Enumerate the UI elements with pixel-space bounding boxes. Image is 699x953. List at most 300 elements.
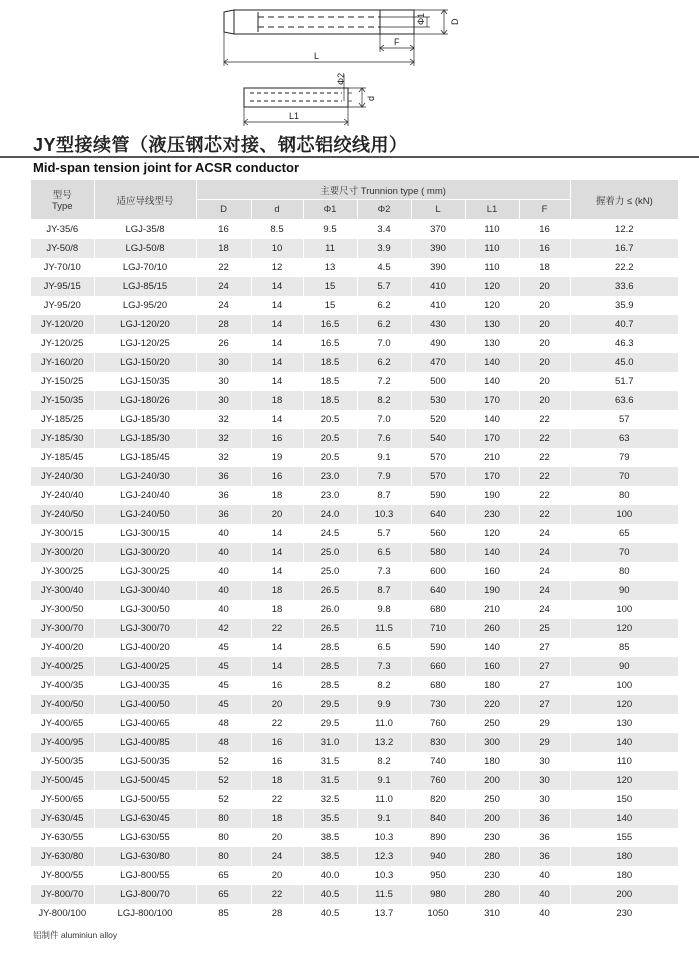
cell-type: JY-400/35 xyxy=(31,676,94,695)
cell-d: 8.5 xyxy=(251,220,303,240)
cell-phi2: 11.5 xyxy=(357,885,411,904)
table-row xyxy=(31,543,678,562)
cell-L: 530 xyxy=(411,391,465,410)
header-conductor: 适应导线型号 xyxy=(94,180,196,220)
cell-type: JY-400/20 xyxy=(31,638,94,657)
cell-type: JY-800/100 xyxy=(31,904,94,923)
cell-phi1: 25.0 xyxy=(303,543,357,562)
cell-L1: 130 xyxy=(465,334,519,353)
cell-d: 16 xyxy=(251,467,303,486)
cell-type: JY-800/70 xyxy=(31,885,94,904)
cell-type: JY-300/40 xyxy=(31,581,94,600)
cell-type: JY-185/45 xyxy=(31,448,94,467)
cell-conductor: LGJ-800/55 xyxy=(94,866,196,885)
cell-conductor: LGJ-240/30 xyxy=(94,467,196,486)
cell-phi1: 16.5 xyxy=(303,315,357,334)
cell-phi1: 20.5 xyxy=(303,410,357,429)
page-title: JY型接续管（液压钢芯对接、钢芯铝绞线用） xyxy=(33,135,408,155)
cell-phi1: 38.5 xyxy=(303,847,357,866)
cell-D: 40 xyxy=(196,543,251,562)
table-row xyxy=(31,657,678,676)
table-row xyxy=(31,277,678,296)
cell-d: 20 xyxy=(251,695,303,714)
cell-L: 660 xyxy=(411,657,465,676)
table-row xyxy=(31,638,678,657)
cell-phi1: 23.0 xyxy=(303,467,357,486)
cell-type: JY-240/50 xyxy=(31,505,94,524)
cell-type: JY-300/25 xyxy=(31,562,94,581)
cell-D: 52 xyxy=(196,790,251,809)
cell-L1: 220 xyxy=(465,695,519,714)
cell-phi1: 29.5 xyxy=(303,695,357,714)
cell-D: 80 xyxy=(196,847,251,866)
cell-L: 820 xyxy=(411,790,465,809)
header-type-en: Type xyxy=(51,201,73,212)
cell-phi1: 40.0 xyxy=(303,866,357,885)
table-row xyxy=(31,220,678,240)
cell-L: 590 xyxy=(411,486,465,505)
cell-D: 26 xyxy=(196,334,251,353)
cell-d: 19 xyxy=(251,448,303,467)
cell-conductor: LGJ-400/65 xyxy=(94,714,196,733)
cell-strength: 150 xyxy=(570,790,678,809)
cell-conductor: LGJ-95/20 xyxy=(94,296,196,315)
cell-L1: 160 xyxy=(465,562,519,581)
header-col-phi2: Φ2 xyxy=(357,200,411,220)
cell-d: 14 xyxy=(251,315,303,334)
cell-phi2: 13.2 xyxy=(357,733,411,752)
cell-D: 24 xyxy=(196,277,251,296)
cell-F: 36 xyxy=(519,847,570,866)
cell-type: JY-500/45 xyxy=(31,771,94,790)
cell-F: 29 xyxy=(519,733,570,752)
cell-D: 32 xyxy=(196,429,251,448)
label-phi1: Φ1 xyxy=(416,12,426,25)
cell-L1: 210 xyxy=(465,448,519,467)
header-type xyxy=(31,180,94,220)
cell-L: 740 xyxy=(411,752,465,771)
cell-type: JY-300/70 xyxy=(31,619,94,638)
cell-D: 40 xyxy=(196,581,251,600)
cell-phi1: 9.5 xyxy=(303,220,357,240)
table-row xyxy=(31,733,678,752)
cell-conductor: LGJ-240/40 xyxy=(94,486,196,505)
cell-D: 65 xyxy=(196,866,251,885)
cell-strength: 35.9 xyxy=(570,296,678,315)
header-col-d: d xyxy=(251,200,303,220)
cell-L: 390 xyxy=(411,258,465,277)
table-row xyxy=(31,239,678,258)
cell-F: 40 xyxy=(519,904,570,923)
cell-F: 24 xyxy=(519,524,570,543)
header-strength: 握着力 ≤ (kN) xyxy=(570,180,678,220)
cell-d: 16 xyxy=(251,676,303,695)
cell-L: 680 xyxy=(411,676,465,695)
cell-F: 29 xyxy=(519,714,570,733)
cell-strength: 40.7 xyxy=(570,315,678,334)
cell-D: 36 xyxy=(196,467,251,486)
cell-L: 760 xyxy=(411,771,465,790)
cell-phi2: 7.0 xyxy=(357,334,411,353)
cell-type: JY-300/15 xyxy=(31,524,94,543)
table-row xyxy=(31,676,678,695)
cell-strength: 155 xyxy=(570,828,678,847)
cell-F: 24 xyxy=(519,600,570,619)
cell-phi2: 11.0 xyxy=(357,714,411,733)
cell-F: 22 xyxy=(519,505,570,524)
cell-phi1: 26.5 xyxy=(303,581,357,600)
cell-L: 950 xyxy=(411,866,465,885)
cell-type: JY-500/35 xyxy=(31,752,94,771)
cell-F: 36 xyxy=(519,828,570,847)
cell-L: 410 xyxy=(411,296,465,315)
cell-type: JY-630/55 xyxy=(31,828,94,847)
cell-L1: 260 xyxy=(465,619,519,638)
cell-type: JY-400/50 xyxy=(31,695,94,714)
cell-d: 20 xyxy=(251,828,303,847)
cell-strength: 120 xyxy=(570,619,678,638)
cell-phi1: 24.0 xyxy=(303,505,357,524)
cell-L: 560 xyxy=(411,524,465,543)
cell-type: JY-35/6 xyxy=(31,220,94,240)
cell-F: 20 xyxy=(519,296,570,315)
cell-d: 14 xyxy=(251,543,303,562)
cell-d: 14 xyxy=(251,334,303,353)
table-row xyxy=(31,353,678,372)
cell-L1: 110 xyxy=(465,258,519,277)
cell-strength: 230 xyxy=(570,904,678,923)
cell-phi2: 3.4 xyxy=(357,220,411,240)
cell-L: 520 xyxy=(411,410,465,429)
cell-phi1: 31.5 xyxy=(303,752,357,771)
cell-type: JY-185/25 xyxy=(31,410,94,429)
cell-L: 890 xyxy=(411,828,465,847)
table-row xyxy=(31,562,678,581)
cell-conductor: LGJ-630/55 xyxy=(94,828,196,847)
cell-L: 830 xyxy=(411,733,465,752)
label-d: d xyxy=(366,95,376,101)
cell-d: 14 xyxy=(251,372,303,391)
cell-conductor: LGJ-120/25 xyxy=(94,334,196,353)
cell-type: JY-240/30 xyxy=(31,467,94,486)
cell-phi2: 10.3 xyxy=(357,866,411,885)
cell-L: 390 xyxy=(411,239,465,258)
cell-L1: 120 xyxy=(465,277,519,296)
cell-L1: 170 xyxy=(465,429,519,448)
cell-L1: 140 xyxy=(465,410,519,429)
cell-L1: 300 xyxy=(465,733,519,752)
cell-d: 18 xyxy=(251,581,303,600)
table-row xyxy=(31,790,678,809)
table-row xyxy=(31,429,678,448)
cell-L: 410 xyxy=(411,277,465,296)
cell-phi1: 28.5 xyxy=(303,657,357,676)
cell-L: 590 xyxy=(411,638,465,657)
cell-strength: 57 xyxy=(570,410,678,429)
cell-F: 30 xyxy=(519,771,570,790)
cell-F: 22 xyxy=(519,467,570,486)
cell-conductor: LGJ-185/45 xyxy=(94,448,196,467)
cell-phi2: 8.2 xyxy=(357,752,411,771)
cell-phi2: 10.3 xyxy=(357,828,411,847)
cell-type: JY-630/80 xyxy=(31,847,94,866)
cell-D: 28 xyxy=(196,315,251,334)
cell-strength: 200 xyxy=(570,885,678,904)
cell-F: 27 xyxy=(519,657,570,676)
cell-F: 22 xyxy=(519,486,570,505)
cell-d: 24 xyxy=(251,847,303,866)
header-col-phi1: Φ1 xyxy=(303,200,357,220)
cell-L: 540 xyxy=(411,429,465,448)
cell-d: 20 xyxy=(251,866,303,885)
cell-L1: 180 xyxy=(465,676,519,695)
cell-L1: 230 xyxy=(465,866,519,885)
table-row xyxy=(31,600,678,619)
table-row xyxy=(31,410,678,429)
cell-D: 48 xyxy=(196,733,251,752)
cell-phi1: 18.5 xyxy=(303,353,357,372)
cell-L: 710 xyxy=(411,619,465,638)
cell-phi1: 32.5 xyxy=(303,790,357,809)
cell-L1: 230 xyxy=(465,828,519,847)
cell-phi2: 6.2 xyxy=(357,315,411,334)
cell-type: JY-95/20 xyxy=(31,296,94,315)
cell-strength: 120 xyxy=(570,695,678,714)
cell-conductor: LGJ-300/40 xyxy=(94,581,196,600)
cell-strength: 180 xyxy=(570,866,678,885)
cell-L: 570 xyxy=(411,448,465,467)
cell-phi2: 7.6 xyxy=(357,429,411,448)
cell-phi1: 28.5 xyxy=(303,638,357,657)
cell-strength: 12.2 xyxy=(570,220,678,240)
cell-type: JY-400/95 xyxy=(31,733,94,752)
table-row xyxy=(31,467,678,486)
table-row xyxy=(31,372,678,391)
cell-phi2: 6.2 xyxy=(357,296,411,315)
cell-d: 22 xyxy=(251,714,303,733)
cell-L: 500 xyxy=(411,372,465,391)
cell-strength: 16.7 xyxy=(570,239,678,258)
header-dimensions: 主要尺寸 Trunnion type ( mm) xyxy=(196,180,570,200)
cell-conductor: LGJ-400/35 xyxy=(94,676,196,695)
cell-phi2: 9.1 xyxy=(357,771,411,790)
cell-type: JY-95/15 xyxy=(31,277,94,296)
cell-phi2: 5.7 xyxy=(357,524,411,543)
cell-F: 30 xyxy=(519,790,570,809)
table-row xyxy=(31,828,678,847)
cell-d: 14 xyxy=(251,638,303,657)
cell-conductor: LGJ-800/70 xyxy=(94,885,196,904)
cell-conductor: LGJ-85/15 xyxy=(94,277,196,296)
cell-F: 20 xyxy=(519,315,570,334)
cell-strength: 100 xyxy=(570,676,678,695)
cell-phi1: 35.5 xyxy=(303,809,357,828)
cell-D: 32 xyxy=(196,410,251,429)
table-row xyxy=(31,847,678,866)
cell-type: JY-400/65 xyxy=(31,714,94,733)
cell-D: 52 xyxy=(196,752,251,771)
cell-d: 14 xyxy=(251,524,303,543)
cell-strength: 100 xyxy=(570,505,678,524)
cell-D: 24 xyxy=(196,296,251,315)
spec-table-body xyxy=(31,220,678,924)
cell-D: 36 xyxy=(196,486,251,505)
cell-L1: 140 xyxy=(465,372,519,391)
cell-strength: 120 xyxy=(570,771,678,790)
table-row xyxy=(31,771,678,790)
cell-phi2: 4.5 xyxy=(357,258,411,277)
cell-L1: 190 xyxy=(465,486,519,505)
cell-phi1: 26.5 xyxy=(303,619,357,638)
cell-D: 65 xyxy=(196,885,251,904)
cell-phi1: 24.5 xyxy=(303,524,357,543)
cell-F: 20 xyxy=(519,277,570,296)
label-F: F xyxy=(394,37,400,47)
cell-L: 470 xyxy=(411,353,465,372)
cell-phi1: 40.5 xyxy=(303,904,357,923)
cell-strength: 110 xyxy=(570,752,678,771)
cell-phi2: 7.9 xyxy=(357,467,411,486)
cell-d: 14 xyxy=(251,353,303,372)
cell-phi2: 11.5 xyxy=(357,619,411,638)
cell-d: 22 xyxy=(251,619,303,638)
cell-conductor: LGJ-150/35 xyxy=(94,372,196,391)
cell-phi1: 28.5 xyxy=(303,676,357,695)
cell-phi2: 11.0 xyxy=(357,790,411,809)
cell-D: 45 xyxy=(196,695,251,714)
cell-L1: 110 xyxy=(465,239,519,258)
table-row xyxy=(31,752,678,771)
material-footnote: 铝制件 aluminiun alloy xyxy=(33,930,118,940)
cell-d: 22 xyxy=(251,790,303,809)
cell-L1: 140 xyxy=(465,638,519,657)
cell-d: 18 xyxy=(251,600,303,619)
cell-F: 16 xyxy=(519,239,570,258)
cell-F: 36 xyxy=(519,809,570,828)
table-row xyxy=(31,448,678,467)
cell-L1: 160 xyxy=(465,657,519,676)
cell-F: 22 xyxy=(519,448,570,467)
cell-L1: 170 xyxy=(465,467,519,486)
cell-strength: 70 xyxy=(570,543,678,562)
cell-conductor: LGJ-185/30 xyxy=(94,429,196,448)
cell-L1: 280 xyxy=(465,885,519,904)
cell-D: 40 xyxy=(196,562,251,581)
cell-L1: 140 xyxy=(465,353,519,372)
cell-L: 570 xyxy=(411,467,465,486)
cell-L: 600 xyxy=(411,562,465,581)
cell-d: 16 xyxy=(251,429,303,448)
cell-L: 1050 xyxy=(411,904,465,923)
cell-strength: 80 xyxy=(570,562,678,581)
cell-phi2: 7.3 xyxy=(357,562,411,581)
cell-strength: 51.7 xyxy=(570,372,678,391)
cell-L: 940 xyxy=(411,847,465,866)
cell-L: 430 xyxy=(411,315,465,334)
cell-strength: 90 xyxy=(570,581,678,600)
cell-strength: 130 xyxy=(570,714,678,733)
cell-conductor: LGJ-300/50 xyxy=(94,600,196,619)
cell-F: 22 xyxy=(519,429,570,448)
cell-phi2: 8.2 xyxy=(357,391,411,410)
cell-phi2: 12.3 xyxy=(357,847,411,866)
cell-D: 45 xyxy=(196,676,251,695)
cell-conductor: LGJ-120/20 xyxy=(94,315,196,334)
cell-strength: 85 xyxy=(570,638,678,657)
cell-phi2: 6.2 xyxy=(357,353,411,372)
label-D: D xyxy=(450,18,460,25)
table-row xyxy=(31,258,678,277)
cell-L: 840 xyxy=(411,809,465,828)
cell-L1: 250 xyxy=(465,714,519,733)
cell-conductor: LGJ-500/55 xyxy=(94,790,196,809)
cell-D: 30 xyxy=(196,391,251,410)
cell-D: 80 xyxy=(196,828,251,847)
cell-conductor: LGJ-185/30 xyxy=(94,410,196,429)
cell-strength: 45.0 xyxy=(570,353,678,372)
cell-F: 25 xyxy=(519,619,570,638)
cell-L1: 230 xyxy=(465,505,519,524)
cell-conductor: LGJ-50/8 xyxy=(94,239,196,258)
cell-d: 14 xyxy=(251,657,303,676)
cell-conductor: LGJ-630/45 xyxy=(94,809,196,828)
cell-L: 580 xyxy=(411,543,465,562)
cell-phi1: 29.5 xyxy=(303,714,357,733)
cell-phi2: 6.5 xyxy=(357,543,411,562)
table-row xyxy=(31,391,678,410)
cell-conductor: LGJ-400/50 xyxy=(94,695,196,714)
cell-F: 27 xyxy=(519,695,570,714)
cell-L1: 250 xyxy=(465,790,519,809)
cell-phi1: 18.5 xyxy=(303,391,357,410)
cell-D: 45 xyxy=(196,657,251,676)
cell-D: 18 xyxy=(196,239,251,258)
cell-phi1: 20.5 xyxy=(303,448,357,467)
table-row xyxy=(31,619,678,638)
cell-type: JY-150/25 xyxy=(31,372,94,391)
cell-phi2: 6.5 xyxy=(357,638,411,657)
header-col-F: F xyxy=(519,200,570,220)
cell-L1: 210 xyxy=(465,600,519,619)
cell-phi1: 26.0 xyxy=(303,600,357,619)
table-row xyxy=(31,524,678,543)
cell-L: 640 xyxy=(411,505,465,524)
cell-conductor: LGJ-300/15 xyxy=(94,524,196,543)
cell-L1: 170 xyxy=(465,391,519,410)
cell-F: 24 xyxy=(519,562,570,581)
steel-core-drawing xyxy=(244,74,366,126)
cell-L: 730 xyxy=(411,695,465,714)
cell-phi2: 7.2 xyxy=(357,372,411,391)
cell-D: 48 xyxy=(196,714,251,733)
cell-phi1: 15 xyxy=(303,277,357,296)
cell-F: 16 xyxy=(519,220,570,240)
cell-d: 16 xyxy=(251,752,303,771)
header-col-D: D xyxy=(196,200,251,220)
cell-d: 22 xyxy=(251,885,303,904)
cell-L: 760 xyxy=(411,714,465,733)
cell-D: 40 xyxy=(196,524,251,543)
cell-type: JY-150/35 xyxy=(31,391,94,410)
cell-phi2: 9.9 xyxy=(357,695,411,714)
cell-F: 40 xyxy=(519,885,570,904)
table-row xyxy=(31,866,678,885)
table-row xyxy=(31,885,678,904)
cell-phi1: 15 xyxy=(303,296,357,315)
spec-table xyxy=(31,180,678,923)
cell-type: JY-50/8 xyxy=(31,239,94,258)
cell-phi1: 11 xyxy=(303,239,357,258)
